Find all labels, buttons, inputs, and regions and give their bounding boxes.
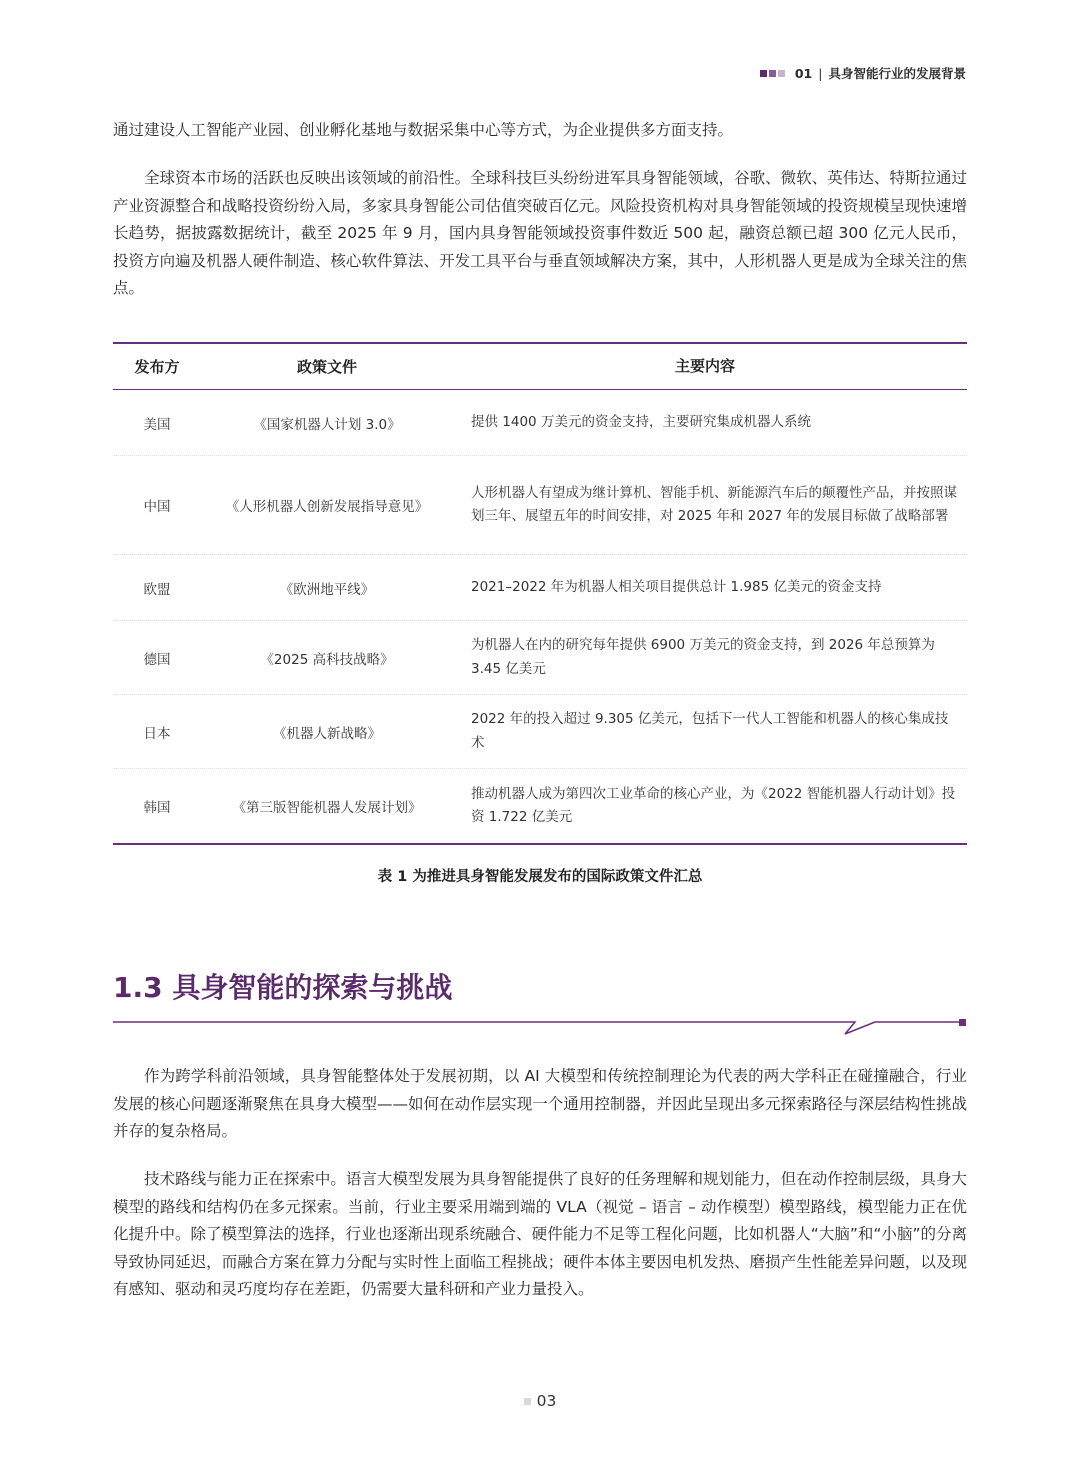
paragraph-intro: 通过建设人工智能产业园、创业孵化基地与数据采集中心等方式，为企业提供多方面支持。 xyxy=(113,121,734,139)
table-row xyxy=(113,695,967,769)
table-row xyxy=(113,555,967,621)
cell-document: 《第三版智能机器人发展计划》 xyxy=(232,800,422,816)
cell-issuer: 德国 xyxy=(143,651,171,668)
header-square-icon xyxy=(769,70,776,77)
cell-content: 人形机器人有望成为继计算机、智能手机、新能源汽车后的颠覆性产品，并按照谋划三年、展望五年的时间安排，对 2025 年和 2027 年的发展目标做了战略部署 xyxy=(471,484,957,524)
paragraph-tech-route: 技术路线与能力正在探索中。语言大模型发展为具身智能提供了良好的任务理解和规划能力，但在动作控制层级，具身大模型的路线和结构仍在多元探索。当前，行业主要采用端到端的 VLA（视觉 – 语言 – 动作模型）模型路线，模型能力正在优化提升中。除了模型算法的选择，行业也逐渐出现系统融合、硬件能力不足等工程化问题，比如机器人“大脑”和“小脑”的分离导致协同延迟，而融合方案在算力分配与实时性上面临工程挑战；硬件本体主要因电机发热、磨损产生性能差异问题，以及现有感知、驱动和灵巧度均存在差距，仍需要大量科研和产业力量投入。 xyxy=(113,1170,967,1298)
page-footer xyxy=(0,1392,1080,1410)
cell-issuer: 韩国 xyxy=(143,800,171,816)
page-number: 03 xyxy=(536,1392,557,1410)
cell-document: 《2025 高科技战略》 xyxy=(260,651,394,668)
header-square-icon xyxy=(760,70,767,77)
footer-square-icon xyxy=(524,1398,531,1405)
policy-table xyxy=(113,342,967,845)
cell-document: 《欧洲地平线》 xyxy=(279,581,375,598)
table-header-row xyxy=(113,344,967,390)
cell-content: 2022 年的投入超过 9.305 亿美元，包括下一代人工智能和机器人的核心集成技术 xyxy=(471,711,949,751)
section-title: 1.3 具身智能的探索与挑战 xyxy=(113,971,453,1004)
cell-content: 2021–2022 年为机器人相关项目提供总计 1.985 亿美元的资金支持 xyxy=(471,578,882,595)
cell-content: 提供 1400 万美元的资金支持，主要研究集成机器人系统 xyxy=(471,413,811,430)
table-row xyxy=(113,390,967,456)
cell-content: 推动机器人成为第四次工业革命的核心产业，为《2022 智能机器人行动计划》投资 1.722 亿美元 xyxy=(471,785,956,825)
cell-document: 《国家机器人计划 3.0》 xyxy=(253,416,401,433)
chapter-title: 具身智能行业的发展背景 xyxy=(828,66,966,81)
table-row xyxy=(113,769,967,843)
header-separator: | xyxy=(818,65,823,81)
table-bottom-rule xyxy=(113,843,967,845)
header-content: 主要内容 xyxy=(674,356,735,375)
header-square-icon xyxy=(778,70,785,77)
cell-issuer: 欧盟 xyxy=(143,581,171,598)
cell-content: 为机器人在内的研究每年提供 6900 万美元的资金支持，到 2026 年总预算为 3.45 亿美元 xyxy=(471,637,935,677)
table-caption: 表 1 为推进具身智能发展发布的国际政策文件汇总 xyxy=(377,869,703,885)
paragraph-overview: 作为跨学科前沿领域，具身智能整体处于发展初期，以 AI 大模型和传统控制理论为代表的两大学科正在碰撞融合，行业发展的核心问题逐渐聚焦在具身大模型——如何在动作层实现一个通用控制器，并因此呈现出多元探索路径与深层结构性挑战并存的复杂格局。 xyxy=(113,1067,967,1140)
section-divider xyxy=(113,1012,969,1042)
cell-document: 《机器人新战略》 xyxy=(273,725,381,742)
paragraph-capital-market: 全球资本市场的活跃也反映出该领域的前沿性。全球科技巨头纷纷进军具身智能领域，谷歌、微软、英伟达、特斯拉通过产业资源整合和战略投资纷纷入局，多家具身智能公司估值突破百亿元。风险投资机构对具身智能领域的投资规模呈现快速增长趋势，据披露数据统计，截至 2025 年 9 月，国内具身智能领域投资事件数近 500 起，融资总额已超 300 亿元人民币，投资方向遍及机器人硬件制造、核心软件算法、开发工具平台与垂直领域解决方案，其中，人形机器人更是成为全球关注的焦点。 xyxy=(113,169,967,297)
cell-issuer: 美国 xyxy=(143,416,171,433)
page-header xyxy=(760,64,966,82)
cell-document: 《人形机器人创新发展指导意见》 xyxy=(225,499,429,515)
header-issuer: 发布方 xyxy=(134,358,180,376)
cell-issuer: 中国 xyxy=(143,499,171,515)
header-document: 政策文件 xyxy=(296,358,357,376)
chapter-number: 01 xyxy=(794,65,813,81)
cell-issuer: 日本 xyxy=(143,725,171,742)
table-row xyxy=(113,621,967,695)
table-row xyxy=(113,456,967,555)
